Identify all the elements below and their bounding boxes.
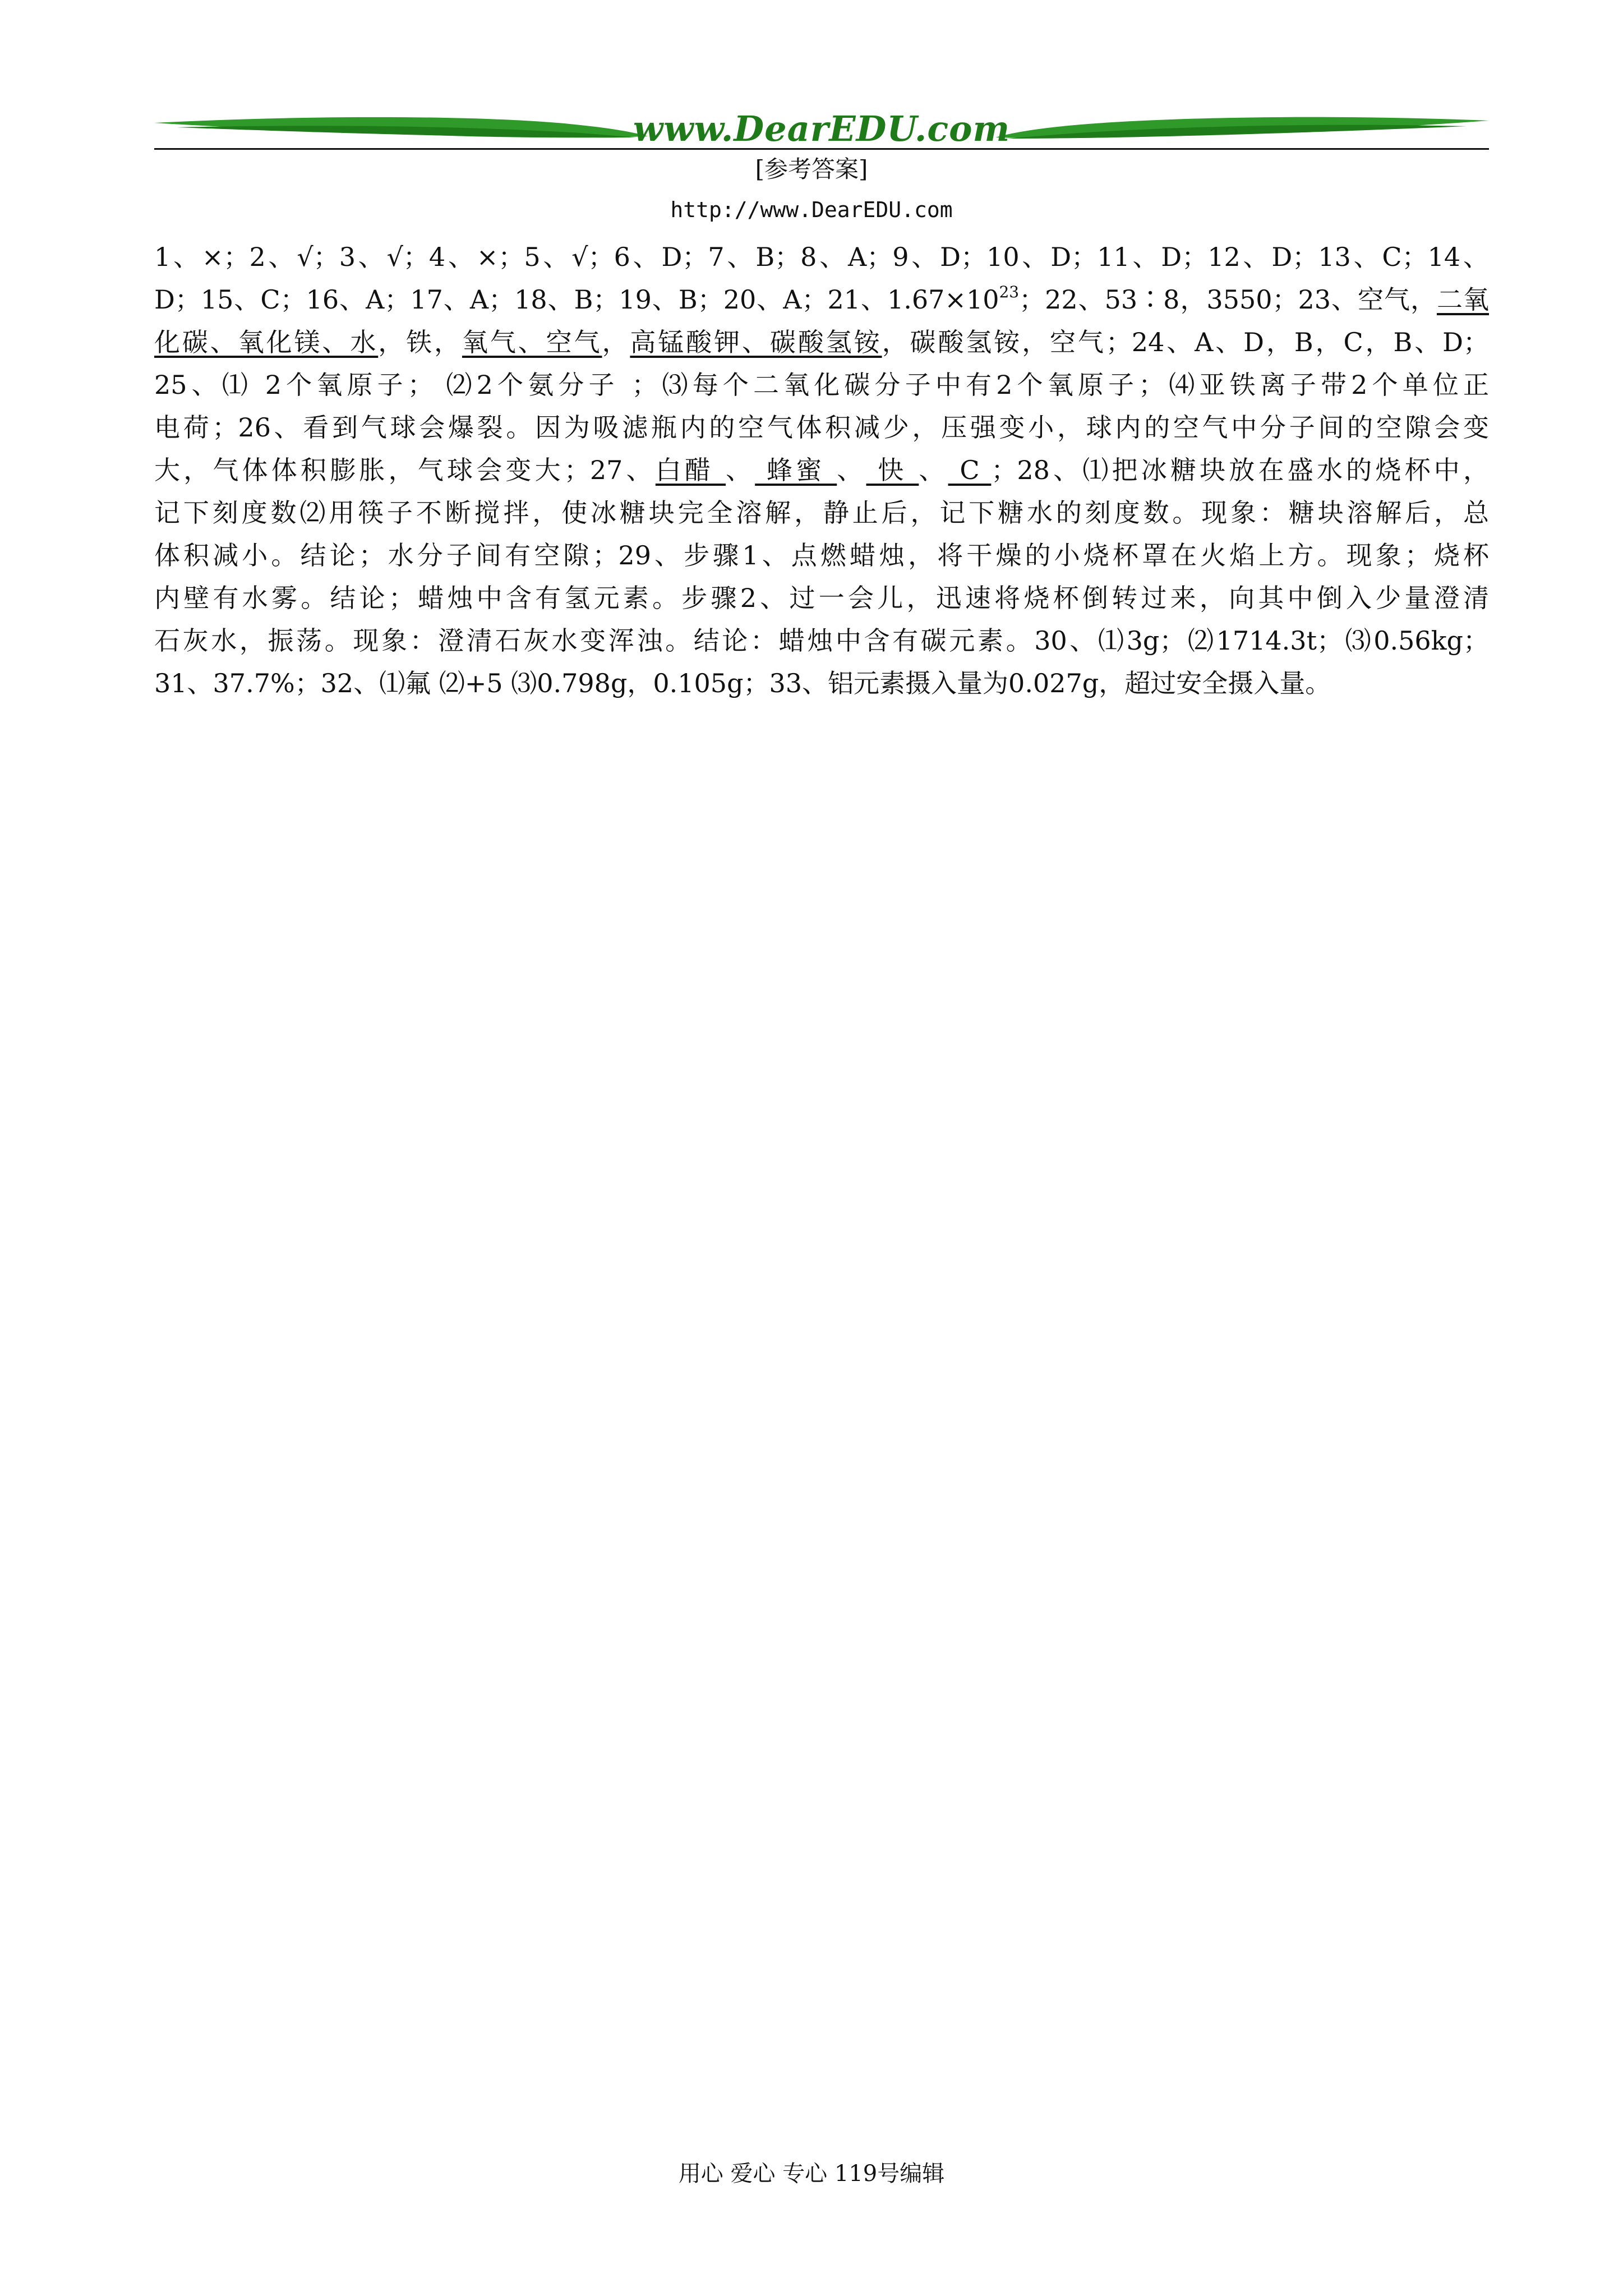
- answer-line-11: [154, 662, 1489, 705]
- underlined-answer: 氧气、空气: [462, 327, 602, 357]
- header-url: http://www.DearEDU.com: [670, 197, 953, 222]
- header-banner: [154, 104, 1489, 160]
- answer-text: 、: [726, 455, 755, 485]
- underlined-answer: C: [948, 455, 992, 485]
- answer-line-5: [154, 406, 1489, 449]
- answer-text: 、: [837, 455, 866, 485]
- page-title: [参考答案]: [755, 155, 868, 183]
- answer-line-8: [154, 534, 1489, 577]
- page-footer: 用心 爱心 专心 119号编辑: [678, 2161, 945, 2187]
- underlined-answer: 蜂蜜: [755, 455, 837, 485]
- answer-text: ，铁，: [378, 327, 462, 357]
- answer-line-2: [154, 278, 1489, 321]
- answer-line-7: [154, 491, 1489, 534]
- answer-text: ；22、53∶8，3550；23、空气，: [1019, 284, 1437, 315]
- underlined-answer: 白醋: [655, 455, 726, 485]
- answer-text: ，: [602, 327, 630, 357]
- answer-text: 体积减小。结论；水分子间有空隙；29、步骤1、点燃蜡烛，将干燥的小烧杯罩在火焰上方。现象；烧杯: [154, 540, 1489, 570]
- answer-line-9: [154, 577, 1489, 619]
- underlined-answer: 高锰酸钾、碳酸氢铵: [630, 327, 882, 357]
- answer-text: 、: [919, 455, 948, 485]
- answer-text: 石灰水，振荡。现象：澄清石灰水变浑浊。结论：蜡烛中含有碳元素。30、⑴3g；⑵1714.3t；⑶0.56kg；: [154, 625, 1489, 656]
- answer-text: D；15、C；16、A；17、A；18、B；19、B；20、A；21、1.67×10: [154, 284, 999, 315]
- site-logo-text: www.DearEDU.com: [633, 108, 1011, 149]
- answer-line-10: [154, 619, 1489, 662]
- answer-line-1: [154, 236, 1489, 278]
- answer-line-3: [154, 321, 1489, 364]
- underlined-answer: 快: [866, 455, 919, 485]
- underlined-answer: 化碳、氧化镁、水: [154, 327, 379, 357]
- underlined-answer: 二氧: [1437, 284, 1489, 315]
- answer-line-4: [154, 364, 1489, 406]
- answer-text: 1、×；2、√；3、√；4、×；5、√；6、D；7、B；8、A；9、D；10、D；11、D；12、D；13、C；14、: [154, 242, 1489, 272]
- answer-key-text: [154, 236, 1489, 705]
- answer-text: 电荷；26、看到气球会爆裂。因为吸滤瓶内的空气体积减少，压强变小，球内的空气中分子间的空隙会变: [154, 412, 1489, 443]
- answer-text: 25、⑴ 2个氧原子； ⑵2个氨分子 ；⑶每个二氧化碳分子中有2个氧原子；⑷亚铁离子带2个单位正: [154, 370, 1489, 400]
- answer-text: 记下刻度数⑵用筷子不断搅拌，使冰糖块完全溶解，静止后，记下糖水的刻度数。现象：糖块溶解后，总: [154, 498, 1489, 528]
- answer-line-6: [154, 449, 1489, 491]
- answer-text: ；28、⑴把冰糖块放在盛水的烧杯中，: [991, 455, 1489, 485]
- answer-text: 大，气体体积膨胀，气球会变大；27、: [154, 455, 656, 485]
- header-divider: [154, 148, 1489, 150]
- answer-text: 31、37.7%；32、⑴氟 ⑵+5 ⑶0.798g，0.105g；33、铝元素摄入量为0.027g，超过安全摄入量。: [154, 668, 1331, 698]
- answer-text: 内壁有水雾。结论；蜡烛中含有氢元素。步骤2、过一会儿，迅速将烧杯倒转过来，向其中倒入少量澄清: [154, 583, 1489, 613]
- answer-text: ，碳酸氢铵，空气；24、A、D，B，C，B、D；: [882, 327, 1489, 357]
- exponent: 23: [999, 283, 1020, 301]
